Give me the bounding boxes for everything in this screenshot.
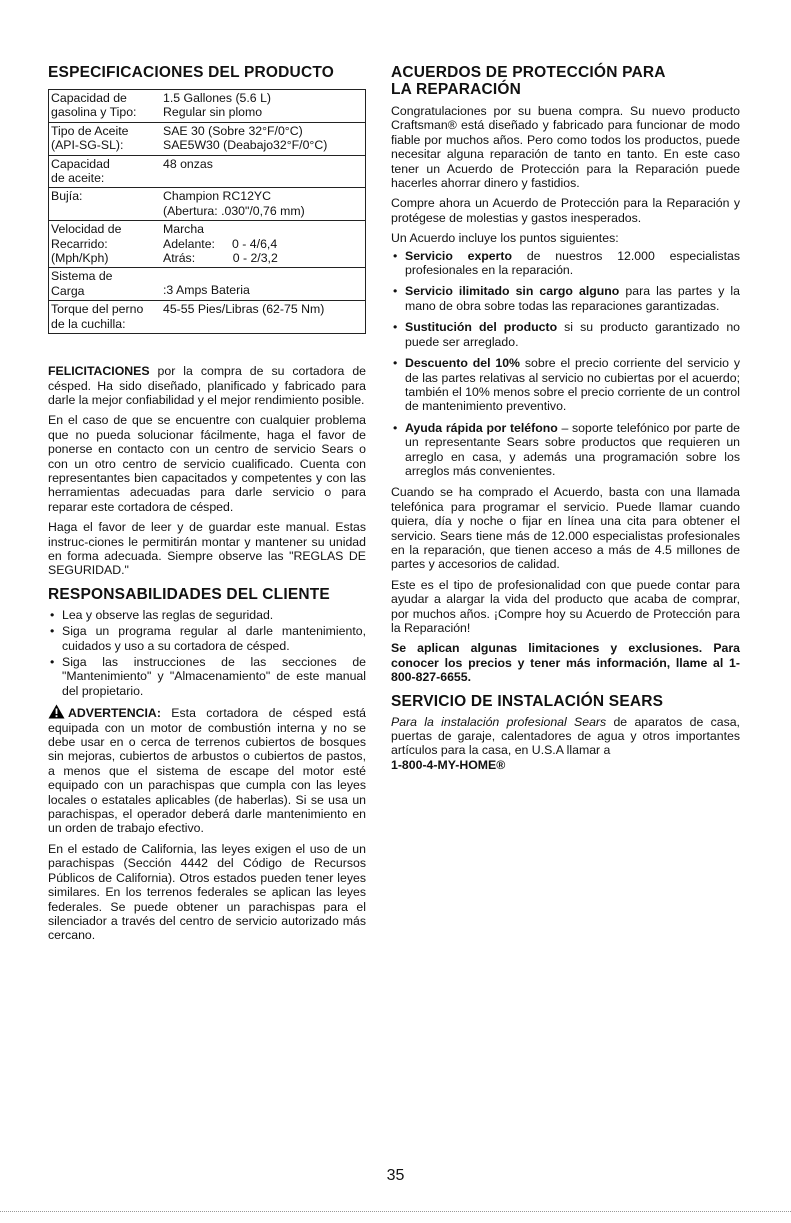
spec-label-line: gasolina y Tipo: [51,105,137,120]
spec-value [161,90,366,123]
install-italic: Para la instalación profesional Sears [391,714,607,729]
benefit-text: sobre el precio corriente del servicio y de las partes relativas al servicio no cubiertas por el acuerdo; también el 10% menos sobre el precio corriente de un control de mantenimiento preventivo. [405,356,741,414]
spec-title: ESPECIFICACIONES DEL PRODUCTO [48,64,334,81]
list-item: • Lea y observe las reglas de seguridad. [48,608,366,622]
california-paragraph: En el estado de California, las leyes exigen el uso de un parachispas (Sección 4442 del Código de Recursos Públicos de California). Otros estados pueden tener leyes similares. En los terrenos federales se aplican las leyes federales. Se puede obtener un parachispas para el silenciador a través del centro de servicio autorizado más cercano. [48,841,366,943]
spec-label-line: Bujía: [51,189,83,204]
scan-edge-divider [0,1211,791,1214]
spec-label-line: Capacidad de [51,91,127,105]
benefit-bold: Ayuda rápida por teléfono [405,420,558,435]
service-paragraph: En el caso de que se encuentre con cualquier problema que no pueda solucionar fácilmente, haga el favor de ponerse en contacto con un centro de servicio Sears o con un otro centro de servicio cualificado. Cuenta con representantes bien capacitados y competentes y con las herramientas adecuadas para darle servicio o para reparar este cortadora de césped. [48,413,366,514]
includes-paragraph: Un Acuerdo incluye los puntos siguientes: [391,231,619,246]
spec-value [161,301,366,334]
manual-paragraph: Haga el favor de leer y de guardar este manual. Estas instruc-ciones le permitirán montar y mantener su unidad en forma adecuada. Siempre observe las "REGLAS DE SEGURIDAD." [48,520,366,578]
protection-title-line1: ACUERDOS DE PROTECCIÓN PARA [391,64,666,81]
spec-label [49,221,162,268]
spec-value [161,268,366,301]
spec-label [49,301,162,334]
table-row [49,221,366,268]
spec-label-line: Capacidad [51,156,110,171]
felicitaciones-paragraph [48,364,366,407]
spec-value-line: 1.5 Gallones (5.6 L) [163,91,272,105]
spec-value [161,155,366,188]
spec-label-line: Carga [51,283,85,298]
warning-icon [48,704,65,719]
spec-label-line: Tipo de Aceite [51,123,129,138]
table-row [49,301,366,334]
left-column [48,64,366,949]
spec-label-line: (API-SG-SL): [51,138,124,153]
congrats-paragraph: Congratulaciones por su buena compra. Su nuevo producto Craftsman® está diseñado y fabricado para funcionar de modo fiable por muchos años. Pero como todos los productos, puede necesitar alguna reparación de tanto en tanto. En este caso tener un Acuerdo de Protección para la Reparación puede hacerles ahorrar dinero y fastidios. [391,104,740,191]
spec-value [161,221,366,268]
list-item [391,356,740,414]
table-row [49,90,366,123]
spec-value-line: :3 Amps Bateria [163,283,250,298]
benefit-text: para las partes y la mano de obra sobre todas las reparaciones garantizadas. [405,284,740,313]
warning-label: ADVERTENCIA: [68,706,161,721]
spec-value-line: Marcha [163,222,205,237]
spec-value [161,122,366,155]
list-item: • Siga las instrucciones de las secciones de "Mantenimiento" y "Almacenamiento" de este manual del propietario. [48,655,366,698]
protection-title-line2: LA REPARACIÓN [391,81,522,98]
benefits-list [391,249,740,479]
felicitaciones-text: por la compra de su cortadora de césped. Ha sido diseñado, planificado y fabricado para darle la mejor confiabilidad y el mejor rendimiento posible. [48,364,366,407]
spec-label-line: de aceite: [51,171,105,186]
right-column [391,64,740,778]
spec-label-line: de la cuchilla: [51,316,126,331]
table-row [49,188,366,221]
list-item [391,320,740,349]
spec-label [49,188,162,221]
spec-value-line: Champion RC12YC [163,189,271,204]
spec-label [49,155,162,188]
responsibilities-list [48,608,366,698]
spec-value-line: SAE 30 (Sobre 32°F/0°C) [163,123,303,138]
table-row [49,122,366,155]
spec-value-line: 48 onzas [163,156,213,171]
spec-table [48,89,366,334]
benefit-text: – soporte telefónico por parte de un representante Sears sobre productos que requieren un arreglo en casa, y además una programación sobre los arreglos más convenientes. [405,420,740,478]
spec-value-line: Adelante: 0 - 4/6,4 [163,236,278,251]
protection-title [391,64,740,98]
warning-paragraph [48,704,366,836]
install-text: de aparatos de casa, puertas de garaje, calentadores de agua y otros importantes artículos para la casa, en U.S.A llamar a [391,714,740,758]
spec-label [49,268,162,301]
spec-label-line: Recarrido: [51,236,108,251]
spec-label-line: Torque del perno [51,302,144,317]
table-row [49,155,366,188]
list-item [391,284,740,313]
spec-value [161,188,366,221]
list-item: • Siga un programa regular al darle mantenimiento, cuidados y uso a su cortadora de césped. [48,624,366,653]
install-paragraph [391,715,740,773]
install-title: SERVICIO DE INSTALACIÓN SEARS [391,692,664,710]
spec-value-line: (Abertura: .030"/0,76 mm) [163,203,305,218]
call-paragraph: Cuando se ha comprado el Acuerdo, basta con una llamada telefónica para programar el servicio. Puede llamar cuando quiera, día y noche o fijar en línea una cita para obtener el servicio. Sears tiene más de 12.000 especialistas profesionales en la reparación, que tienen acceso a más de 4.5 millones de partes y accesorios de calidad. [391,485,740,572]
list-item [391,249,740,278]
responsibilities-title: RESPONSABILIDADES DEL CLIENTE [48,585,330,603]
limitations-paragraph: Se aplican algunas limitaciones y exclusiones. Para conocer los precios y tener más información, llame al 1-800-827-6655. [391,641,740,685]
list-item [391,421,740,479]
benefit-text: si su producto garantizado no puede ser arreglado. [405,320,740,349]
spec-label-line: Velocidad de [51,222,122,237]
buy-paragraph: Compre ahora un Acuerdo de Protección para la Reparación y protégese de molestias y gastos inesperados. [391,196,740,225]
benefit-text: de nuestros 12.000 especialistas profesionales en la reparación. [405,248,740,278]
warning-text: Esta cortadora de césped está equipada con un motor de combustión interna y no se debe usar en o cerca de terrenos cubiertos de bosques sin mejoras, cubiertos de arbustos o cubiertos de pastos, a menos que el sistema de escape del motor esté equipado con un parachispas que cumpla con las leyes locales o estatales aplicables (de haberlas). Si se usa un parachispas, el operador deberá darle mantenimiento en un orden de trabajo efectivo. [48,706,366,836]
professional-paragraph: Este es el tipo de profesionalidad con que puede contar para ayudar a alargar la vida del producto que acaba de comprar, por muchos años. ¡Compre hoy su Acuerdo de Protección para la Reparación! [391,577,740,635]
spec-label [49,90,162,123]
benefit-bold: Servicio experto [405,248,513,263]
table-row [49,268,366,301]
spec-label-line: (Mph/Kph) [51,251,109,266]
spec-value-line: SAE5W30 (Deabajo32°F/0°C) [163,138,328,153]
page-number: 35 [386,1167,405,1184]
benefit-bold: Descuento del 10% [405,356,520,371]
spec-value-line: Atrás: 0 - 2/3,2 [163,251,278,266]
spec-label-line: Sistema de [51,269,113,284]
install-phone: 1-800-4-MY-HOME® [391,757,506,772]
benefit-bold: Sustitución del producto [405,320,558,335]
spec-value-line: 45-55 Pies/Libras (62-75 Nm) [163,302,325,317]
spec-value-line: Regular sin plomo [163,105,263,120]
spec-value-line [163,269,363,283]
benefit-bold: Servicio ilimitado sin cargo alguno [405,284,620,299]
felicitaciones-lead: FELICITACIONES [48,364,150,379]
spec-label [49,122,162,155]
